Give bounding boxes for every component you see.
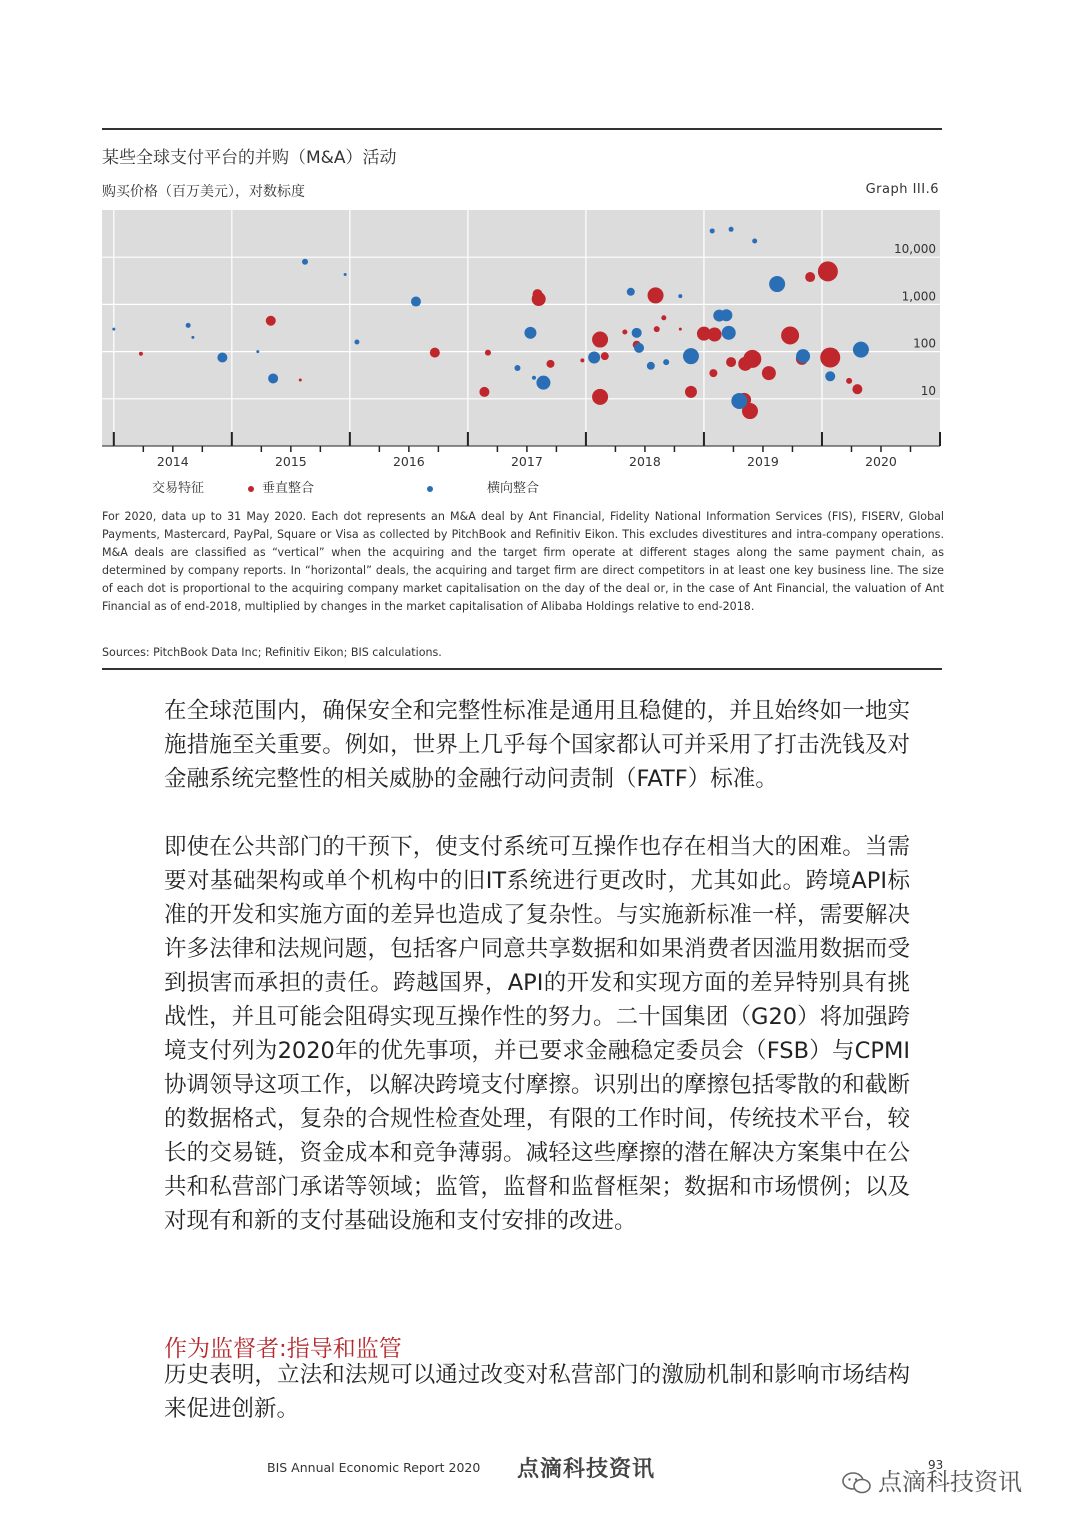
- section-paragraph: 历史表明，立法和法规可以通过改变对私营部门的激励机制和影响市场结构来促进创新。: [164, 1362, 910, 1422]
- y-tick-label: 1,000: [901, 289, 936, 304]
- vertical-deal-point: [601, 352, 609, 360]
- vertical-deal-point: [592, 389, 608, 405]
- horizontal-deal-point: [634, 343, 644, 353]
- horizontal-deal-point: [731, 393, 747, 409]
- horizontal-deal-point: [186, 323, 191, 328]
- vertical-deal-point: [266, 316, 276, 326]
- horizontal-deal-point: [112, 328, 115, 331]
- vertical-deal-point: [592, 332, 608, 348]
- y-tick-label: 10,000: [894, 242, 936, 257]
- horizontal-deal-point: [647, 362, 655, 370]
- horizontal-deal-point: [536, 376, 550, 390]
- horizontal-deal-point: [627, 288, 635, 296]
- legend-vertical: [248, 477, 314, 496]
- x-tick-label: 2019: [747, 454, 779, 469]
- vertical-deal-point: [622, 330, 627, 335]
- horizontal-deal-point: [268, 373, 278, 383]
- horizontal-deal-point: [411, 297, 421, 307]
- page-number: 93: [928, 1458, 944, 1472]
- figure-sources: Sources: PitchBook Data Inc; Refinitiv Eikon; BIS calculations.: [102, 646, 442, 659]
- plot-background: [102, 210, 940, 446]
- x-tick-label: 2020: [865, 454, 897, 469]
- vertical-deal-point: [547, 360, 555, 368]
- y-tick-label: 10: [920, 383, 936, 398]
- body-paragraph-1: 在全球范围内，确保安全和完整性标准是通用且稳健的，并且始终如一地实施措施至关重要。例如，世界上几乎每个国家都认可并采用了打击洗钱及对金融系统完整性的相关威胁的金融行动问责制（FATF）标准。: [164, 698, 910, 792]
- vertical-deal-point: [430, 348, 440, 358]
- horizontal-deal-point: [853, 342, 869, 358]
- top-rule: [102, 128, 942, 130]
- footer-report-name: BIS Annual Economic Report 2020: [267, 1460, 481, 1475]
- watermark-text: 点滴科技资讯: [878, 1468, 1022, 1496]
- vertical-deal-point: [485, 350, 491, 356]
- horizontal-deal-point: [524, 327, 536, 339]
- vertical-deal-point: [743, 350, 761, 368]
- vertical-deal-point: [661, 315, 666, 320]
- vertical-deal-point: [852, 384, 862, 394]
- body-paragraph-2: 即使在公共部门的干预下，使支付系统可互操作也存在相当大的困难。当需要对基础架构或单个机构中的旧IT系统进行更改时，尤其如此。跨境API标准的开发和实施方面的差异也造成了复杂性。与实施新标准一样，需要解决许多法律和法规问题，包括客户同意共享数据和如果消费者因滥用数据而受到损害而承担的责任。跨越国界，API的开发和实现方面的差异特别具有挑战性，并且可能会阻碍实现互操作性的努力。二十国集团（G20）将加强跨境支付列为2020年的优先事项，并已要求金融稳定委员会（FSB）与CPMI协调领导这项工作，以解决跨境支付摩擦。识别出的摩擦包括零散的和截断的数据格式，复杂的合规性检查处理，有限的工作时间，传统技术平台，较长的交易链，资金成本和竞争薄弱。减轻这些摩擦的潜在解决方案集中在公共和私营部门承诺等领域；监管，监督和监督框架；数据和市场惯例；以及对现有和新的支付基础设施和支付安排的改进。: [164, 834, 910, 1234]
- vertical-deal-point: [709, 369, 717, 377]
- legend-horizontal-label: 横向整合: [487, 481, 540, 496]
- legend-vertical-label: 垂直整合: [262, 481, 315, 496]
- vertical-deal-point: [139, 352, 143, 356]
- figure-title: 某些全球支付平台的并购（M&A）活动: [102, 148, 397, 168]
- vertical-deal-point: [299, 379, 302, 382]
- figure-note: For 2020, data up to 31 May 2020. Each dot represents an M&A deal by Ant Financial, Fidelity National Information Services (FIS), FISERV, Global Payments, Mastercard, PayPal, Square or Visa as collected by PitchBook and Refinitiv Eikon. This excludes divestitures and intra-company operations. M&A deals are classified as “vertical” when the acquiring and the target firm operate at different stages along the same payment chain, as determined by company reports. In “horizontal” deals, the acquiring and target firm are direct competitors in at least one key business line. The size of each dot is proportional to the acquiring company market capitalisation on the day of the deal or, in the case of Ant Financial, the valuation of Ant Financial as of end-2018, multiplied by changes in the market capitalisation of Alibaba Holdings relative to end-2018.: [102, 510, 944, 613]
- horizontal-deal-point: [769, 276, 785, 292]
- horizontal-deal-point: [191, 336, 194, 339]
- horizontal-deal-point: [514, 365, 520, 371]
- horizontal-deal-point: [532, 376, 536, 380]
- graph-label: Graph III.6: [865, 182, 939, 197]
- horizontal-deal-point: [632, 328, 642, 338]
- vertical-deal-point: [820, 347, 840, 367]
- section-heading: 作为监督者:指导和监管: [164, 1336, 402, 1362]
- vertical-deal-point: [818, 261, 838, 281]
- horizontal-deal-point: [663, 359, 669, 365]
- horizontal-deal-point: [752, 239, 757, 244]
- horizontal-deal-point: [354, 339, 359, 344]
- vertical-deal-point: [708, 328, 722, 342]
- horizontal-deal-point: [256, 350, 259, 353]
- horizontal-deal-point: [825, 371, 835, 381]
- vertical-deal-point: [654, 326, 660, 332]
- horizontal-deal-point: [302, 259, 308, 265]
- horizontal-deal-point: [217, 352, 227, 362]
- horizontal-deal-point: [729, 227, 734, 232]
- legend-horizontal: [427, 477, 539, 496]
- vertical-deal-point: [679, 328, 682, 331]
- horizontal-deal-point: [588, 351, 600, 363]
- x-tick-label: 2014: [156, 454, 189, 469]
- horizontal-deal-point: [710, 228, 715, 233]
- vertical-deal-point: [805, 272, 815, 282]
- x-tick-label: 2015: [274, 454, 307, 469]
- vertical-deal-point: [726, 357, 736, 367]
- legend-horizontal-marker: [427, 486, 433, 492]
- horizontal-deal-point: [722, 326, 736, 340]
- vertical-deal-point: [846, 378, 852, 384]
- legend-prefix: 交易特征: [152, 481, 205, 496]
- bottom-rule: [102, 668, 942, 670]
- horizontal-deal-point: [683, 348, 699, 364]
- horizontal-deal-point: [720, 309, 732, 321]
- deals-scatter-chart: [102, 210, 942, 472]
- vertical-deal-point: [580, 358, 584, 362]
- horizontal-deal-point: [344, 273, 347, 276]
- watermark: [842, 1462, 1022, 1497]
- x-tick-label: 2016: [392, 454, 425, 469]
- horizontal-deal-point: [678, 294, 682, 298]
- horizontal-deal-point: [796, 349, 810, 363]
- wechat-icon: [842, 1472, 872, 1494]
- vertical-deal-point: [685, 386, 697, 398]
- vertical-deal-point: [533, 289, 543, 299]
- y-tick-label: 100: [913, 336, 936, 351]
- vertical-deal-point: [762, 366, 776, 380]
- legend-vertical-marker: [248, 486, 254, 492]
- vertical-deal-point: [781, 326, 799, 344]
- figure-subtitle: 购买价格（百万美元），对数标度: [102, 184, 305, 200]
- vertical-deal-point: [479, 387, 489, 397]
- x-tick-label: 2017: [510, 454, 543, 469]
- footer-center-text: 点滴科技资讯: [517, 1457, 656, 1482]
- vertical-deal-point: [648, 287, 664, 303]
- x-tick-label: 2018: [629, 454, 661, 469]
